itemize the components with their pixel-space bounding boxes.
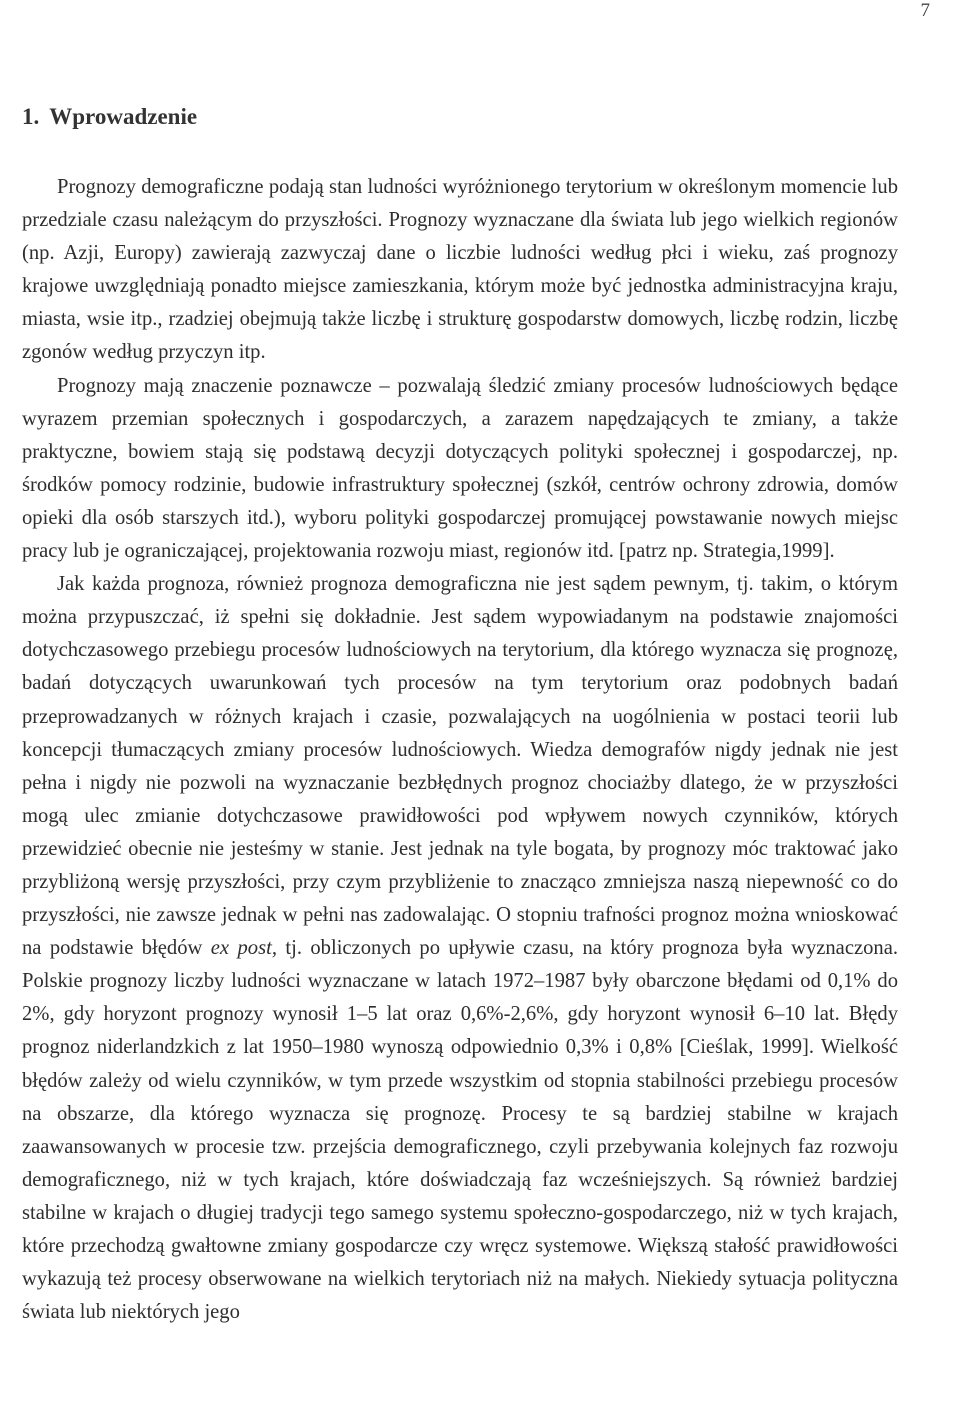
section-title: Wprowadzenie [49, 104, 198, 129]
section-heading [22, 104, 197, 130]
paragraph: Prognozy demograficzne podają stan ludności wyróżnionego terytorium w określonym momencie lub przedziale czasu należącym do przyszłości. Prognozy wyznaczane dla świata lub jego wielkich regionów (np. Azji, Europy) zawierają zazwyczaj dane o liczbie ludności według płci i wieku, zaś prognozy krajowe uwzględniają ponadto miejsce zamieszkania, którym może być jednostka administracyjna kraju, miasta, wsie itp., rzadziej obejmują także liczbę i strukturę gospodarstw domowych, liczbę rodzin, liczbę zgonów według przyczyn itp. [22, 176, 898, 364]
paragraph: Prognozy mają znaczenie poznawcze – pozwalają śledzić zmiany procesów ludnościowych będące wyrazem przemian społecznych i gospodarczych, a zarazem napędzających te zmiany, a także praktyczne, bowiem stają się podstawą decyzji dotyczących polityki społecznej i gospodarczej, np. środków pomocy rodzinie, budowie infrastruktury społecznej (szkół, centrów ochrony zdrowia, domów opieki dla osób starszych itd.), wyboru polityki gospodarczej promującej powstawanie nowych miejsc pracy lub je ograniczającej, projektowania rozwoju miast, regionów itd. [patrz np. Strategia,1999]. [22, 374, 898, 563]
paragraph-text: tj. obliczonych po upływie czasu, na który prognoza była wyznaczona. Polskie prognozy liczby ludności wyznaczane w latach 1972–1987 były obarczone błędami od 0,1% do 2%, gdy horyzont prognozy wynosił 1–5 lat oraz 0,6%-2,6%, gdy horyzont wynosił 6–10 lat. Błędy prognoz niderlandzkich z lat 1950–1980 wynoszą odpowiednio 0,3% i 0,8% [Cieślak, 1999]. Wielkość błędów zależy od wielu czynników, w tym przede wszystkim od stopnia stabilności przebiegu procesów na obszarze, dla którego wyznacza się prognozę. Procesy te są bardziej stabilne w krajach zaawansowanych w procesie tzw. przejścia demograficznego, czyli przebywania kolejnych faz rozwoju demograficznego, niż w tych krajach, które doświadczają faz wcześniejszych. Są również bardziej stabilne w krajach o długiej tradycji tego samego systemu społeczno-gospodarczego, niż w tych krajach, które przechodzą gwałtowne zmiany gospodarcze czy wręcz systemowe. Większą stałość prawidłowości wykazują też procesy obserwowane na wielkich terytoriach niż na małych. Niekiedy sytuacja polityczna świata lub niektórych jego [22, 937, 898, 1324]
page-number: 7 [920, 0, 930, 21]
paragraph [22, 568, 898, 1329]
italic-term: ex post, [210, 937, 277, 960]
body-text [22, 171, 898, 1329]
paragraph-text: Jak każda prognoza, również prognoza demograficzna nie jest sądem pewnym, tj. takim, o którym można przypuszczać, iż spełni się dokładnie. Jest sądem wypowiadanym na podstawie znajomości dotychczasowego przebiegu procesów ludnościowych na terytorium, dla którego wyznacza się prognozę, badań dotyczących uwarunkowań tych procesów na tym terytorium oraz podobnych badań przeprowadzanych w różnych krajach i czasie, pozwalających na uogólnienia w postaci teorii lub koncepcji tłumaczących zmiany procesów ludnościowych. Wiedza demografów nigdy jednak nie jest pełna i nigdy nie pozwoli na wyznaczanie bezbłędnych prognoz chociażby dlatego, że w przyszłości mogą ulec zmianie dotychczasowe prawidłowości pod wpływem nowych czynników, których przewidzieć obecnie nie jesteśmy w stanie. Jest jednak na tyle bogata, by prognozy móc traktować jako przybliżoną wersję przyszłości, przy czym przybliżenie to znacząco zmniejsza naszą niepewność co do przyszłości, nie zawsze jednak w pełni nas zadowalając. O stopniu trafności prognoz można wnioskować na podstawie błędów [22, 573, 898, 960]
section-number: 1. [22, 104, 40, 129]
